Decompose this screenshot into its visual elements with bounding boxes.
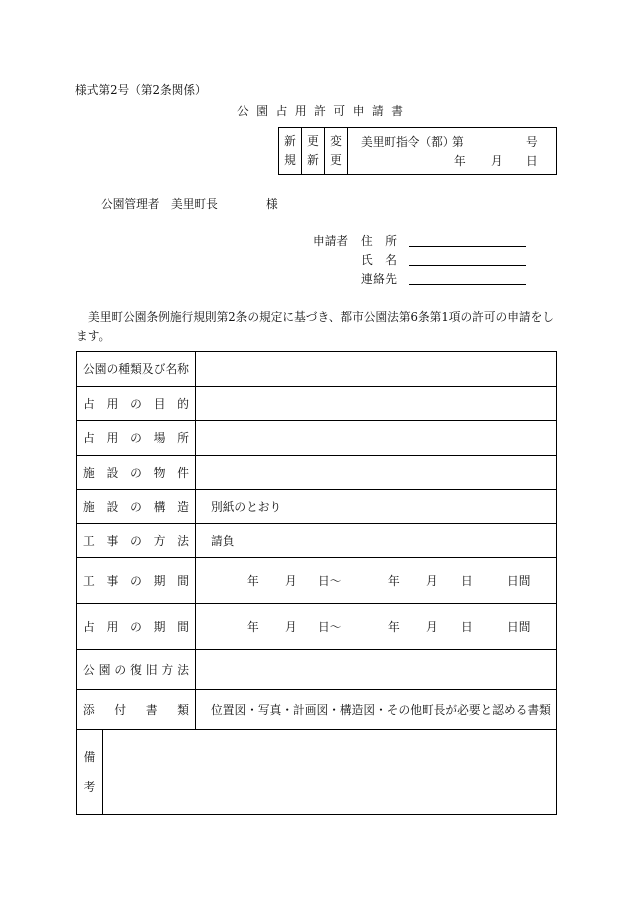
number-prefix: 第 bbox=[452, 135, 464, 149]
glyph: の bbox=[398, 702, 411, 717]
glyph: 事 bbox=[106, 573, 119, 588]
glyph: 長 bbox=[433, 702, 446, 717]
row-label-cell bbox=[77, 490, 196, 523]
name-field-line bbox=[409, 265, 526, 266]
glyph: ・ bbox=[328, 702, 340, 717]
row-label-cell bbox=[77, 524, 196, 557]
glyph: 間 bbox=[177, 573, 189, 588]
glyph: 用 bbox=[294, 104, 307, 118]
occupancy-period-row bbox=[77, 603, 556, 649]
attachments-label bbox=[83, 702, 189, 718]
glyph: 期 bbox=[153, 573, 166, 588]
glyph: の bbox=[130, 499, 142, 514]
glyph: 町 bbox=[421, 702, 434, 717]
construction-period-row bbox=[77, 557, 556, 603]
glyph: ・ bbox=[281, 702, 294, 717]
attachments-value bbox=[211, 702, 551, 718]
from-year-label: 年 bbox=[247, 573, 259, 588]
glyph: 類 bbox=[130, 362, 142, 376]
glyph: の bbox=[130, 533, 142, 548]
glyph: 園 bbox=[256, 104, 268, 118]
glyph: 所 bbox=[177, 431, 189, 445]
row-label-cell bbox=[77, 604, 196, 649]
row-label-cell bbox=[77, 387, 196, 420]
glyph: 要 bbox=[468, 702, 481, 717]
facility-structure-value: 別紙のとおり bbox=[211, 499, 282, 514]
remarks-value bbox=[103, 730, 556, 814]
form-number: 様式第2号（第2条関係） bbox=[75, 83, 207, 97]
glyph: 占 bbox=[83, 396, 95, 411]
glyph: 的 bbox=[177, 396, 189, 411]
construction-method-label bbox=[83, 533, 189, 549]
glyph: 真 bbox=[269, 702, 282, 717]
glyph: 名 bbox=[385, 253, 397, 267]
glyph: 工 bbox=[83, 573, 95, 588]
glyph: 件 bbox=[177, 465, 189, 480]
construction-method-row bbox=[77, 523, 556, 557]
glyph: 復 bbox=[130, 662, 142, 677]
restoration-method-label bbox=[83, 662, 189, 678]
from-month-label: 月 bbox=[285, 619, 297, 634]
glyph: 計 bbox=[293, 702, 305, 717]
restoration-method-row bbox=[77, 649, 556, 689]
glyph: 公 bbox=[83, 362, 95, 376]
facility-structure-row bbox=[77, 489, 556, 523]
glyph: 間 bbox=[177, 619, 189, 634]
glyph: 氏 bbox=[361, 253, 373, 267]
application-table bbox=[76, 351, 557, 815]
glyph: の bbox=[130, 573, 142, 588]
glyph: 物 bbox=[153, 465, 166, 480]
attachments-value-cell bbox=[196, 690, 556, 729]
construction-period-value bbox=[196, 558, 556, 603]
facility-item-value bbox=[196, 456, 556, 489]
glyph: 位 bbox=[211, 702, 223, 717]
glyph: 設 bbox=[106, 499, 119, 514]
purpose-value bbox=[196, 387, 556, 420]
glyph: の bbox=[114, 662, 127, 677]
glyph: び bbox=[153, 362, 166, 376]
name-label bbox=[361, 252, 397, 268]
glyph: 他 bbox=[410, 702, 422, 717]
row-label-cell bbox=[77, 690, 196, 729]
glyph: 造 bbox=[351, 702, 364, 717]
glyph: 書 bbox=[527, 702, 540, 717]
row-label-cell bbox=[77, 558, 196, 603]
glyph: 画 bbox=[304, 702, 317, 717]
glyph: 用 bbox=[106, 396, 119, 411]
from-day-label: 日～ bbox=[318, 573, 342, 588]
type-new-label: 新規 bbox=[284, 134, 296, 167]
glyph: の bbox=[130, 465, 142, 480]
glyph: 称 bbox=[177, 362, 189, 376]
glyph: 絡 bbox=[373, 272, 385, 286]
glyph: 公 bbox=[237, 104, 249, 118]
to-day-label: 日 bbox=[461, 573, 473, 588]
glyph: 場 bbox=[153, 431, 166, 445]
glyph: ・ bbox=[246, 702, 258, 717]
number-suffix: 号 bbox=[526, 135, 538, 149]
park-type-name-row bbox=[77, 352, 556, 386]
glyph: 図 bbox=[363, 702, 376, 717]
glyph: 構 bbox=[153, 499, 166, 514]
glyph: 先 bbox=[385, 272, 397, 286]
glyph: 図 bbox=[316, 702, 329, 717]
location-value bbox=[196, 421, 556, 455]
occupancy-period-value bbox=[196, 604, 556, 649]
attachments-row bbox=[77, 689, 556, 729]
location-label bbox=[83, 430, 189, 446]
glyph: 必 bbox=[457, 702, 469, 717]
glyph: 法 bbox=[177, 533, 189, 548]
address-field-line bbox=[409, 246, 526, 247]
glyph: 所 bbox=[385, 234, 397, 248]
glyph: め bbox=[503, 702, 516, 717]
addressee-honorific: 様 bbox=[266, 197, 278, 211]
form-title bbox=[237, 103, 403, 119]
facility-item-label bbox=[83, 465, 189, 481]
permit-number-box bbox=[278, 127, 557, 175]
glyph: の bbox=[130, 619, 142, 634]
type-change-label: 変更 bbox=[330, 134, 342, 167]
glyph: 及 bbox=[141, 362, 154, 376]
glyph: 置 bbox=[222, 702, 235, 717]
permit-info-cell bbox=[348, 128, 556, 174]
glyph: 施 bbox=[83, 465, 95, 480]
to-year-label: 年 bbox=[388, 619, 400, 634]
glyph: の bbox=[106, 362, 119, 376]
type-renew-cell bbox=[302, 128, 325, 174]
contact-field-line bbox=[409, 284, 526, 285]
glyph: 図 bbox=[234, 702, 247, 717]
row-label-cell bbox=[77, 421, 196, 455]
glyph: 認 bbox=[492, 702, 504, 717]
remarks-row bbox=[77, 729, 556, 814]
construction-method-value: 請負 bbox=[211, 533, 235, 548]
application-statement: 美里町公園条例施行規則第2条の規定に基づき、都市公園法第6条第1項の許可の申請をします。 bbox=[76, 310, 554, 343]
glyph: 期 bbox=[153, 619, 166, 634]
glyph: 可 bbox=[333, 104, 346, 118]
glyph: の bbox=[130, 396, 142, 411]
to-month-label: 月 bbox=[426, 573, 438, 588]
location-row bbox=[77, 420, 556, 455]
glyph: 申 bbox=[352, 104, 365, 118]
park-type-name-value bbox=[196, 352, 556, 386]
glyph: 方 bbox=[153, 533, 166, 548]
remarks-label-cell bbox=[77, 730, 103, 814]
construction-period-label bbox=[83, 573, 189, 589]
glyph: 占 bbox=[83, 619, 95, 634]
restoration-method-value bbox=[196, 650, 556, 689]
row-label-cell bbox=[77, 352, 196, 386]
glyph: 名 bbox=[165, 362, 178, 376]
glyph: 用 bbox=[106, 431, 119, 445]
glyph: 付 bbox=[114, 702, 127, 717]
to-day-label: 日 bbox=[461, 619, 473, 634]
purpose-row bbox=[77, 386, 556, 420]
permit-year-label: 年 bbox=[454, 154, 466, 168]
type-change-cell bbox=[325, 128, 348, 174]
contact-label bbox=[361, 271, 397, 287]
glyph: そ bbox=[386, 702, 399, 717]
glyph: 連 bbox=[361, 272, 373, 286]
glyph: 目 bbox=[153, 396, 166, 411]
glyph: 用 bbox=[106, 619, 119, 634]
glyph: 園 bbox=[94, 362, 107, 376]
glyph: 施 bbox=[83, 499, 95, 514]
type-renew-label: 更新 bbox=[307, 134, 319, 167]
glyph: ・ bbox=[375, 702, 387, 717]
days-label: 日間 bbox=[507, 619, 531, 634]
days-label: 日間 bbox=[507, 573, 531, 588]
glyph: 占 bbox=[275, 104, 288, 118]
issuer-label: 美里町指令（都） bbox=[361, 135, 455, 149]
glyph: 公 bbox=[83, 662, 95, 677]
facility-structure-label bbox=[83, 499, 189, 515]
remarks-label: 備考 bbox=[83, 750, 96, 794]
glyph: 旧 bbox=[145, 662, 158, 677]
glyph: 法 bbox=[177, 662, 189, 677]
glyph: 書 bbox=[145, 702, 158, 717]
glyph: 請 bbox=[371, 104, 384, 118]
glyph: 方 bbox=[161, 662, 174, 677]
purpose-label bbox=[83, 396, 189, 412]
facility-item-row bbox=[77, 455, 556, 489]
glyph: 写 bbox=[257, 702, 270, 717]
glyph: 設 bbox=[106, 465, 119, 480]
to-year-label: 年 bbox=[388, 573, 400, 588]
glyph: 園 bbox=[98, 662, 111, 677]
from-month-label: 月 bbox=[285, 573, 297, 588]
glyph: 構 bbox=[339, 702, 352, 717]
from-day-label: 日～ bbox=[318, 619, 342, 634]
glyph: 事 bbox=[106, 533, 119, 548]
glyph: 種 bbox=[118, 362, 131, 376]
park-type-name-label bbox=[83, 361, 189, 377]
permit-day-label: 日 bbox=[526, 154, 538, 168]
glyph: 工 bbox=[83, 533, 95, 548]
glyph: の bbox=[130, 431, 142, 445]
glyph: 書 bbox=[391, 104, 403, 118]
permit-month-label: 月 bbox=[491, 154, 503, 168]
addressee-title: 公園管理者 bbox=[101, 197, 160, 211]
glyph: 類 bbox=[539, 702, 551, 717]
address-label bbox=[361, 233, 397, 249]
type-new-cell bbox=[279, 128, 302, 174]
occupancy-period-label bbox=[83, 619, 189, 635]
glyph: が bbox=[445, 702, 458, 717]
glyph: 造 bbox=[177, 499, 189, 514]
applicant-label: 申請者 bbox=[313, 234, 349, 248]
from-year-label: 年 bbox=[247, 619, 259, 634]
glyph: 住 bbox=[361, 234, 373, 248]
to-month-label: 月 bbox=[426, 619, 438, 634]
glyph: る bbox=[515, 702, 528, 717]
row-label-cell bbox=[77, 650, 196, 689]
glyph: 許 bbox=[314, 104, 326, 118]
row-label-cell bbox=[77, 456, 196, 489]
addressee-name: 美里町長 bbox=[171, 197, 218, 211]
glyph: 添 bbox=[83, 702, 95, 717]
glyph: 占 bbox=[83, 431, 95, 445]
glyph: と bbox=[480, 702, 493, 717]
glyph: 類 bbox=[177, 702, 189, 717]
